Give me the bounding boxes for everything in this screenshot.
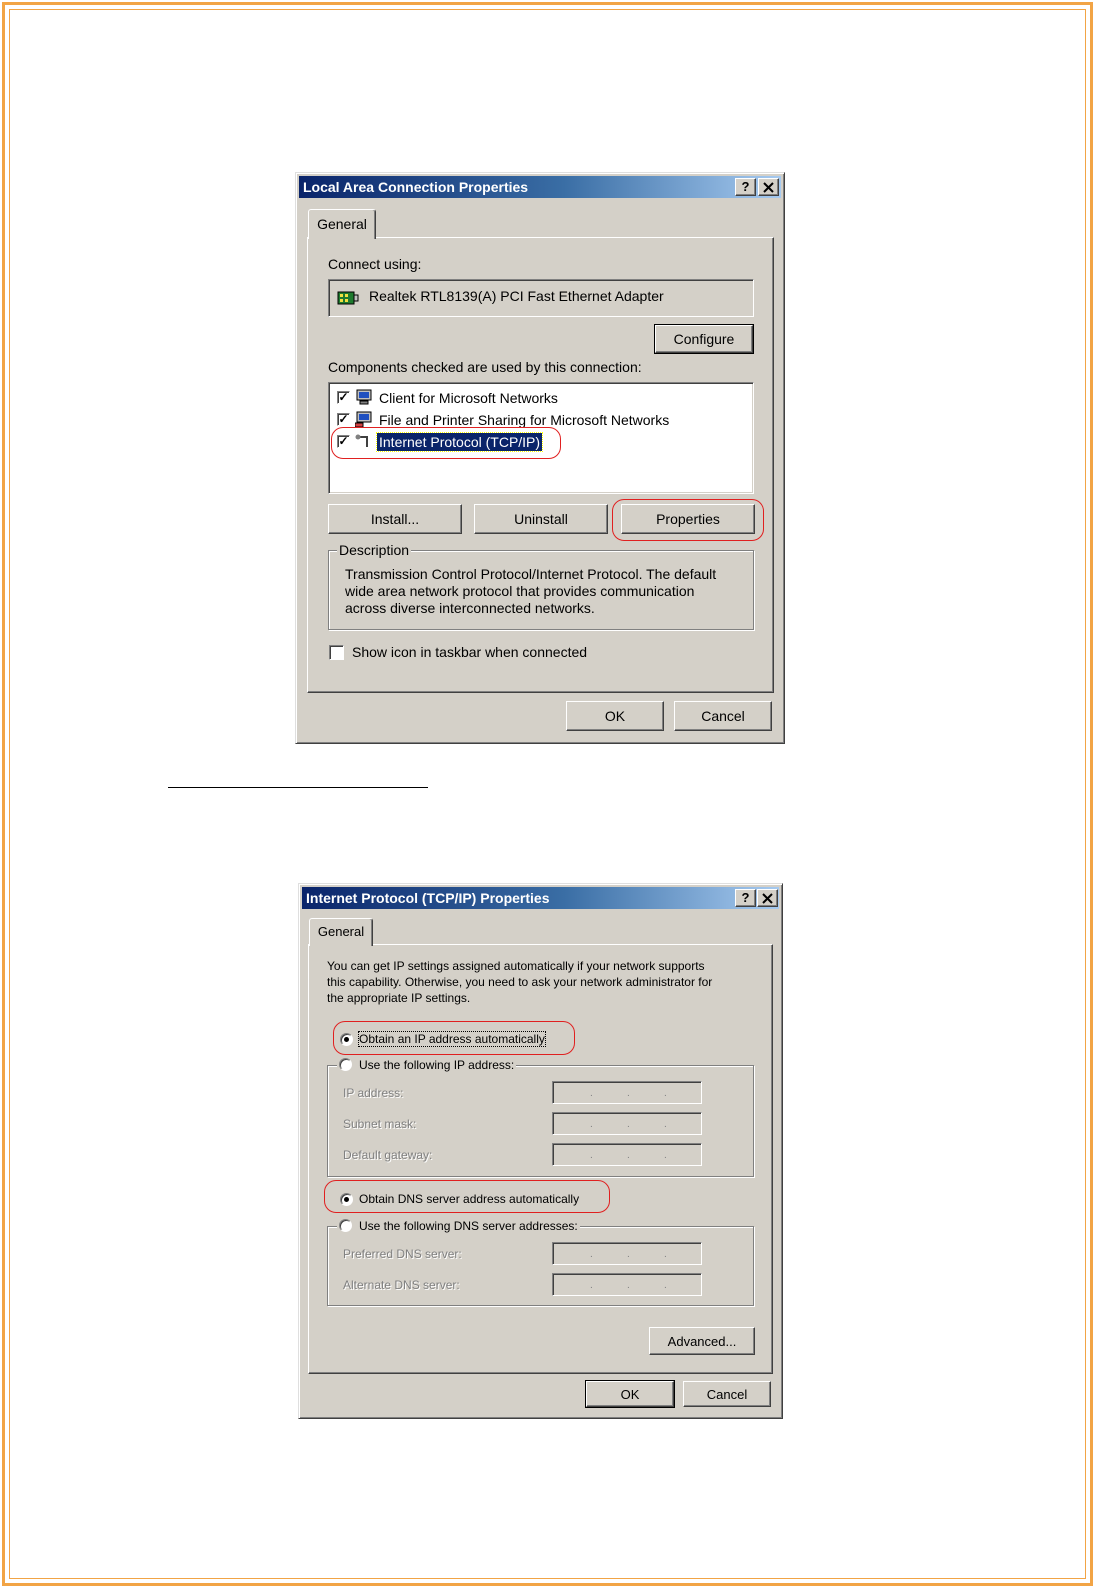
- help-button[interactable]: ?: [735, 889, 756, 907]
- list-item[interactable]: [335, 433, 735, 453]
- network-adapter-icon: [337, 290, 359, 306]
- alternate-dns-field[interactable]: . . .: [552, 1273, 702, 1296]
- ip-address-field[interactable]: . . .: [552, 1081, 702, 1104]
- client-checkbox[interactable]: ✓: [338, 390, 349, 404]
- local-area-connection-properties-dialog: [295, 172, 785, 744]
- list-item[interactable]: [335, 411, 735, 431]
- intro-line: this capability. Otherwise, you need to ask your network administrator for: [327, 975, 713, 989]
- file-printer-sharing-icon: [355, 411, 373, 427]
- use-following-ip-label[interactable]: Use the following IP address:: [359, 1058, 515, 1072]
- protocol-icon: [355, 433, 373, 449]
- tcpip-properties-dialog: [298, 883, 783, 1419]
- show-icon-label[interactable]: Show icon in taskbar when connected: [352, 644, 588, 660]
- cancel-button[interactable]: Cancel: [674, 701, 772, 731]
- default-gateway-label: Default gateway:: [343, 1148, 433, 1162]
- obtain-ip-auto-label[interactable]: Obtain an IP address automatically: [359, 1032, 545, 1046]
- tab-general[interactable]: General: [309, 918, 373, 946]
- default-gateway-field[interactable]: . . .: [552, 1143, 702, 1166]
- alternate-dns-label: Alternate DNS server:: [343, 1278, 460, 1292]
- close-button[interactable]: [757, 889, 778, 907]
- use-following-dns-radio[interactable]: [339, 1219, 352, 1232]
- use-following-dns-legend: [337, 1218, 580, 1234]
- cancel-button[interactable]: Cancel: [683, 1381, 771, 1407]
- use-following-dns-label[interactable]: Use the following DNS server addresses:: [359, 1219, 578, 1233]
- adapter-field: [328, 279, 754, 317]
- close-icon: [762, 893, 773, 904]
- description-line: Transmission Control Protocol/Internet Protocol. The default: [345, 566, 717, 582]
- adapter-name: Realtek RTL8139(A) PCI Fast Ethernet Adapter: [369, 288, 664, 304]
- section-underline: [168, 787, 428, 788]
- preferred-dns-label: Preferred DNS server:: [343, 1247, 462, 1261]
- ok-button[interactable]: OK: [566, 701, 664, 731]
- obtain-dns-auto-radio[interactable]: [340, 1193, 353, 1206]
- description-line: wide area network protocol that provides communication: [345, 583, 695, 599]
- show-icon-checkbox[interactable]: [329, 645, 344, 660]
- close-icon: [763, 182, 774, 193]
- dialog-title: Internet Protocol (TCP/IP) Properties: [302, 887, 779, 909]
- close-button[interactable]: [758, 178, 779, 196]
- description-line: across diverse interconnected networks.: [345, 600, 595, 616]
- components-list[interactable]: [328, 382, 754, 494]
- subnet-mask-label: Subnet mask:: [343, 1117, 417, 1131]
- obtain-dns-auto-label[interactable]: Obtain DNS server address automatically: [359, 1192, 580, 1206]
- network-client-icon: [355, 389, 373, 405]
- tcpip-checkbox[interactable]: ✓: [338, 434, 349, 448]
- help-button[interactable]: ?: [735, 178, 756, 196]
- connect-using-label: Connect using:: [328, 256, 422, 272]
- obtain-ip-auto-radio[interactable]: [340, 1033, 353, 1046]
- component-label: File and Printer Sharing for Microsoft Networks: [379, 412, 670, 428]
- description-legend: Description: [339, 542, 410, 558]
- use-following-ip-radio[interactable]: [339, 1058, 352, 1071]
- install-button[interactable]: Install...: [328, 504, 462, 534]
- advanced-button[interactable]: Advanced...: [649, 1327, 755, 1355]
- subnet-mask-field[interactable]: . . .: [552, 1112, 702, 1135]
- ok-button[interactable]: OK: [586, 1381, 674, 1407]
- components-label: Components checked are used by this connection:: [328, 359, 642, 375]
- file-sharing-checkbox[interactable]: ✓: [338, 412, 349, 426]
- configure-button[interactable]: Configure: [655, 325, 753, 353]
- list-item[interactable]: [335, 389, 735, 409]
- properties-button[interactable]: Properties: [621, 504, 755, 534]
- uninstall-button[interactable]: Uninstall: [474, 504, 608, 534]
- preferred-dns-field[interactable]: . . .: [552, 1242, 702, 1265]
- tab-general[interactable]: General: [308, 209, 376, 239]
- component-label: Client for Microsoft Networks: [379, 390, 558, 406]
- use-following-ip-legend: [337, 1057, 516, 1073]
- intro-line: You can get IP settings assigned automatically if your network supports: [327, 959, 705, 973]
- dialog-title: Local Area Connection Properties: [299, 176, 781, 198]
- intro-line: the appropriate IP settings.: [327, 991, 471, 1005]
- ip-address-label: IP address:: [343, 1086, 404, 1100]
- component-label-selected: Internet Protocol (TCP/IP): [379, 434, 541, 450]
